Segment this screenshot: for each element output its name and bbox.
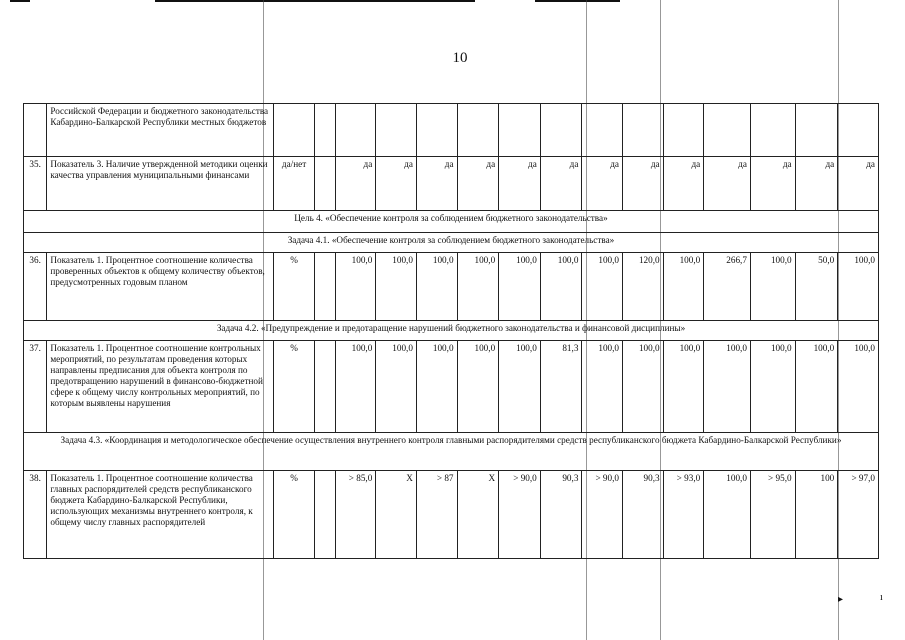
value-cell: > 93,0 xyxy=(663,471,704,559)
goal-heading: Задача 4.2. «Предупреждение и предотаращение нарушений бюджетного законодательства и финансовой дисциплины» xyxy=(24,321,879,341)
page-number: 10 xyxy=(452,50,468,66)
value-cell: 100,0 xyxy=(376,341,417,433)
value-cell: 100,0 xyxy=(335,341,376,433)
blank-cell xyxy=(315,104,335,157)
value-cell: > 90,0 xyxy=(582,471,623,559)
unit-cell: % xyxy=(273,253,315,321)
value-cell: > 87 xyxy=(416,471,457,559)
unit-cell: % xyxy=(273,341,315,433)
goal-heading: Задача 4.3. «Координация и методологическое обеспечение осуществления внутреннего контроля главными распорядителями средств республиканского бюджета Кабардино-Балкарской Республики» xyxy=(24,433,879,471)
table-row xyxy=(24,157,879,211)
row-number-cell: 38. xyxy=(24,471,47,559)
value-cell: > 90,0 xyxy=(499,471,541,559)
value-cell: 100,0 xyxy=(663,341,704,433)
scan-artifact-mark: ı xyxy=(880,592,883,603)
value-cell: да xyxy=(663,157,704,211)
value-cell: 100,0 xyxy=(623,341,664,433)
value-cell xyxy=(623,104,664,157)
table-row-goal xyxy=(24,233,879,253)
blank-cell xyxy=(315,341,335,433)
value-cell: да xyxy=(540,157,582,211)
value-cell xyxy=(663,104,704,157)
value-cell: да xyxy=(582,157,623,211)
value-cell: > 95,0 xyxy=(750,471,795,559)
table-row-goal xyxy=(24,321,879,341)
value-cell xyxy=(750,104,795,157)
value-cell xyxy=(838,104,879,157)
value-cell xyxy=(582,104,623,157)
value-cell: 50,0 xyxy=(795,253,838,321)
value-cell: 100,0 xyxy=(335,253,376,321)
value-cell: да xyxy=(499,157,541,211)
table-row-continuation xyxy=(24,104,879,157)
indicator-name-cell: Показатель 1. Процентное соотношение количества проверенных объектов к общему количеству объектов, предусмотренных годовым планом xyxy=(47,253,273,321)
value-cell: 100,0 xyxy=(582,253,623,321)
value-cell: X xyxy=(376,471,417,559)
indicator-name-cell: Российской Федерации и бюджетного законодательства Кабардино-Балкарской Республики местных бюджетов xyxy=(47,104,273,157)
value-cell: 100,0 xyxy=(838,341,879,433)
scan-artifact-dash xyxy=(535,0,620,2)
scan-artifact-dash xyxy=(10,0,30,2)
value-cell: X xyxy=(457,471,499,559)
unit-cell: да/нет xyxy=(273,157,315,211)
value-cell xyxy=(540,104,582,157)
blank-cell xyxy=(315,253,335,321)
value-cell: 90,3 xyxy=(540,471,582,559)
value-cell: 100,0 xyxy=(457,341,499,433)
value-cell xyxy=(795,104,838,157)
scan-artifact-dash xyxy=(155,0,475,2)
value-cell xyxy=(335,104,376,157)
blank-cell xyxy=(315,471,335,559)
value-cell: да xyxy=(457,157,499,211)
value-cell: 100,0 xyxy=(499,253,541,321)
value-cell xyxy=(376,104,417,157)
value-cell: 100 xyxy=(795,471,838,559)
value-cell: 100,0 xyxy=(663,253,704,321)
value-cell: 100,0 xyxy=(704,341,751,433)
table-row-goal xyxy=(24,211,879,233)
goal-heading: Задача 4.1. «Обеспечение контроля за соблюдением бюджетного законодательства» xyxy=(24,233,879,253)
row-number-cell xyxy=(24,104,47,157)
row-number-cell: 37. xyxy=(24,341,47,433)
value-cell: 100,0 xyxy=(540,253,582,321)
indicator-name-cell: Показатель 1. Процентное соотношение количества главных распорядителей средств республиканского бюджета Кабардино-Балкарской Республики, использующих механизмы внутреннего контроля, к общему числу главных распорядителей xyxy=(47,471,273,559)
indicators-table xyxy=(23,103,879,559)
goal-heading: Цель 4. «Обеспечение контроля за соблюдением бюджетного законодательства» xyxy=(24,211,879,233)
value-cell: 100,0 xyxy=(838,253,879,321)
value-cell: 100,0 xyxy=(457,253,499,321)
unit-cell: % xyxy=(273,471,315,559)
value-cell: да xyxy=(750,157,795,211)
value-cell: 120,0 xyxy=(623,253,664,321)
value-cell: да xyxy=(795,157,838,211)
value-cell: 100,0 xyxy=(795,341,838,433)
value-cell: > 85,0 xyxy=(335,471,376,559)
value-cell: да xyxy=(335,157,376,211)
value-cell: да xyxy=(704,157,751,211)
value-cell xyxy=(457,104,499,157)
value-cell: 100,0 xyxy=(582,341,623,433)
table-row xyxy=(24,253,879,321)
value-cell: 100,0 xyxy=(416,341,457,433)
value-cell: 100,0 xyxy=(499,341,541,433)
value-cell: 100,0 xyxy=(416,253,457,321)
indicator-name-cell: Показатель 3. Наличие утвержденной методики оценки качества управления муниципальными финансами xyxy=(47,157,273,211)
value-cell: да xyxy=(416,157,457,211)
value-cell: 100,0 xyxy=(376,253,417,321)
value-cell xyxy=(416,104,457,157)
value-cell: > 97,0 xyxy=(838,471,879,559)
blank-cell xyxy=(315,157,335,211)
table-row xyxy=(24,471,879,559)
unit-cell xyxy=(273,104,315,157)
value-cell xyxy=(499,104,541,157)
value-cell: да xyxy=(376,157,417,211)
scan-artifact-mark: ▸ xyxy=(838,594,844,605)
value-cell: 266,7 xyxy=(704,253,751,321)
indicator-name-cell: Показатель 1. Процентное соотношение контрольных мероприятий, по результатам проведения которых направлены предписания для объекта контроля по предотвращению нарушений в финансово-бюджетной сфере к общему числу контрольных мероприятий, по которым выявлены нарушения xyxy=(47,341,273,433)
table-row-goal xyxy=(24,433,879,471)
value-cell: 100,0 xyxy=(704,471,751,559)
value-cell: 100,0 xyxy=(750,253,795,321)
value-cell: да xyxy=(838,157,879,211)
table-row xyxy=(24,341,879,433)
value-cell: 100,0 xyxy=(750,341,795,433)
value-cell xyxy=(704,104,751,157)
row-number-cell: 35. xyxy=(24,157,47,211)
value-cell: да xyxy=(623,157,664,211)
value-cell: 90,3 xyxy=(623,471,664,559)
value-cell: 81,3 xyxy=(540,341,582,433)
row-number-cell: 36. xyxy=(24,253,47,321)
